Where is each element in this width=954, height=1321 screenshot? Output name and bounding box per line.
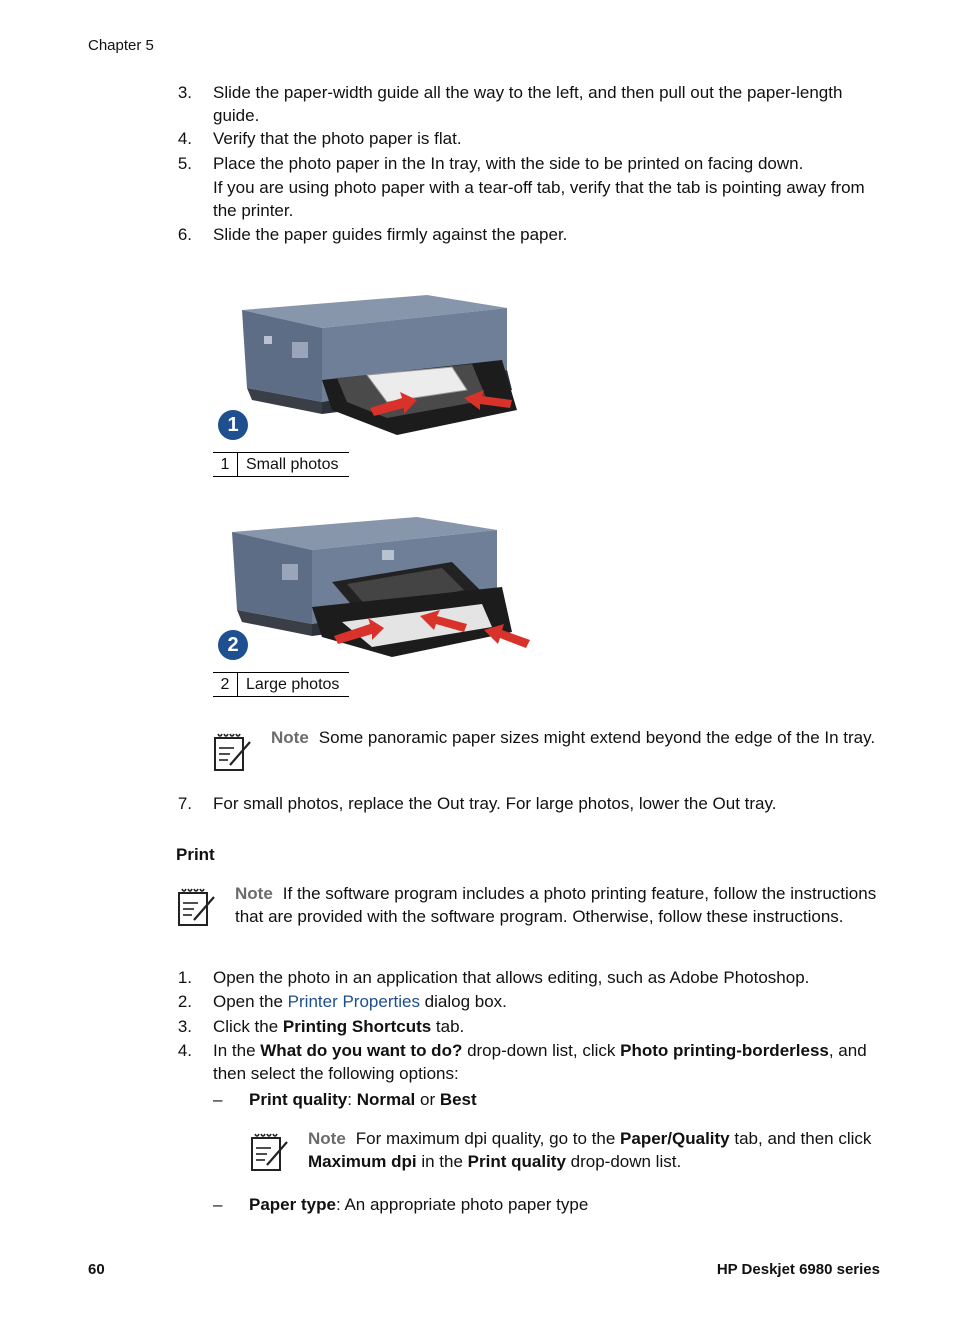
step-number: 3. [177,83,192,102]
note-icon [249,1132,289,1172]
printer-large-photos-illustration [212,512,542,662]
step-text: Place the photo paper in the In tray, with the side to be printed on facing down. [213,154,804,173]
step-number: 2. [177,992,192,1011]
text-run: drop-down list, click [462,1041,621,1060]
text-run: : [347,1090,357,1109]
product-name: HP Deskjet 6980 series [716,1261,880,1278]
maximum-dpi-label: Maximum dpi [308,1151,417,1171]
step-number: 5. [177,154,192,173]
step-text [213,991,885,1014]
figure-caption [213,452,349,477]
step-number: 6. [177,225,192,244]
normal-option: Normal [356,1090,416,1109]
option-text [249,1089,885,1112]
caption-text: Large photos [246,676,340,693]
printer-properties-link[interactable]: Printer Properties [287,992,420,1011]
step-text: Open the photo in an application that allows editing, such as Adobe Photoshop. [213,968,810,987]
printing-shortcuts-label: Printing Shortcuts [282,1017,432,1036]
text-run: tab, and then click [729,1129,872,1148]
note-body: Some panoramic paper sizes might extend beyond the edge of the In tray. [318,728,876,747]
figure-badge: 1 [218,410,248,440]
text-run: For maximum dpi quality, go to the [355,1129,621,1148]
step-number: 3. [177,1017,192,1036]
text-run: drop-down list. [565,1151,682,1171]
best-option: Best [439,1090,477,1109]
text-run: Click the [213,1017,283,1036]
step-text: Slide the paper-width guide all the way to the left, and then pull out the paper-length guide. [213,83,843,125]
page-number: 60 [88,1261,105,1278]
note-icon [176,887,216,927]
step-text: Slide the paper guides firmly against the paper. [213,225,568,244]
option-text [249,1194,885,1217]
text-run: , and then select the following options: [213,1041,867,1083]
note-text [308,1128,885,1173]
figure-badge: 2 [218,630,248,660]
paper-quality-label: Paper/Quality [620,1129,730,1148]
text-run: Open the [213,992,288,1011]
text-run: dialog box. [419,992,507,1011]
note-label: Note [235,884,273,903]
text-run: or [415,1090,440,1109]
caption-number: 2 [213,673,238,696]
note-text [271,727,885,750]
section-title: Print [176,845,215,864]
text-run: tab. [431,1017,465,1036]
what-do-you-want-label: What do you want to do? [260,1041,463,1060]
text-run: : An appropriate photo paper type [335,1195,589,1214]
note-icon [212,732,252,772]
text-run: In the [213,1041,261,1060]
step-subtext: If you are using photo paper with a tear-off tab, verify that the tab is pointing away from the printer. [213,178,865,220]
step-number: 4. [177,129,192,148]
note-label: Note [308,1129,346,1148]
step-text [213,1016,885,1039]
step-text: For small photos, replace the Out tray. For large photos, lower the Out tray. [213,794,777,813]
printer-small-photos-illustration [212,290,532,440]
print-quality-label: Print quality [467,1151,566,1171]
note-body: If the software program includes a photo printing feature, follow the instructions that are provided with the software program. Otherwise, follow these instructions. [235,884,877,926]
step-number: 7. [177,794,192,813]
step-number: 4. [177,1041,192,1060]
note-text [235,883,885,928]
paper-type-label: Paper type [249,1195,336,1214]
chapter-header: Chapter 5 [88,37,154,54]
step-text [213,1040,885,1085]
figure-caption [213,672,349,697]
print-quality-label: Print quality [249,1090,348,1109]
note-label: Note [271,728,309,747]
option-dash: – [213,1090,223,1109]
step-text: Verify that the photo paper is flat. [213,129,462,148]
step-number: 1. [177,968,192,987]
option-dash: – [213,1195,223,1214]
text-run: in the [416,1151,468,1171]
photo-printing-borderless-label: Photo printing-borderless [620,1041,829,1060]
caption-number: 1 [213,453,238,476]
caption-text: Small photos [246,456,339,473]
